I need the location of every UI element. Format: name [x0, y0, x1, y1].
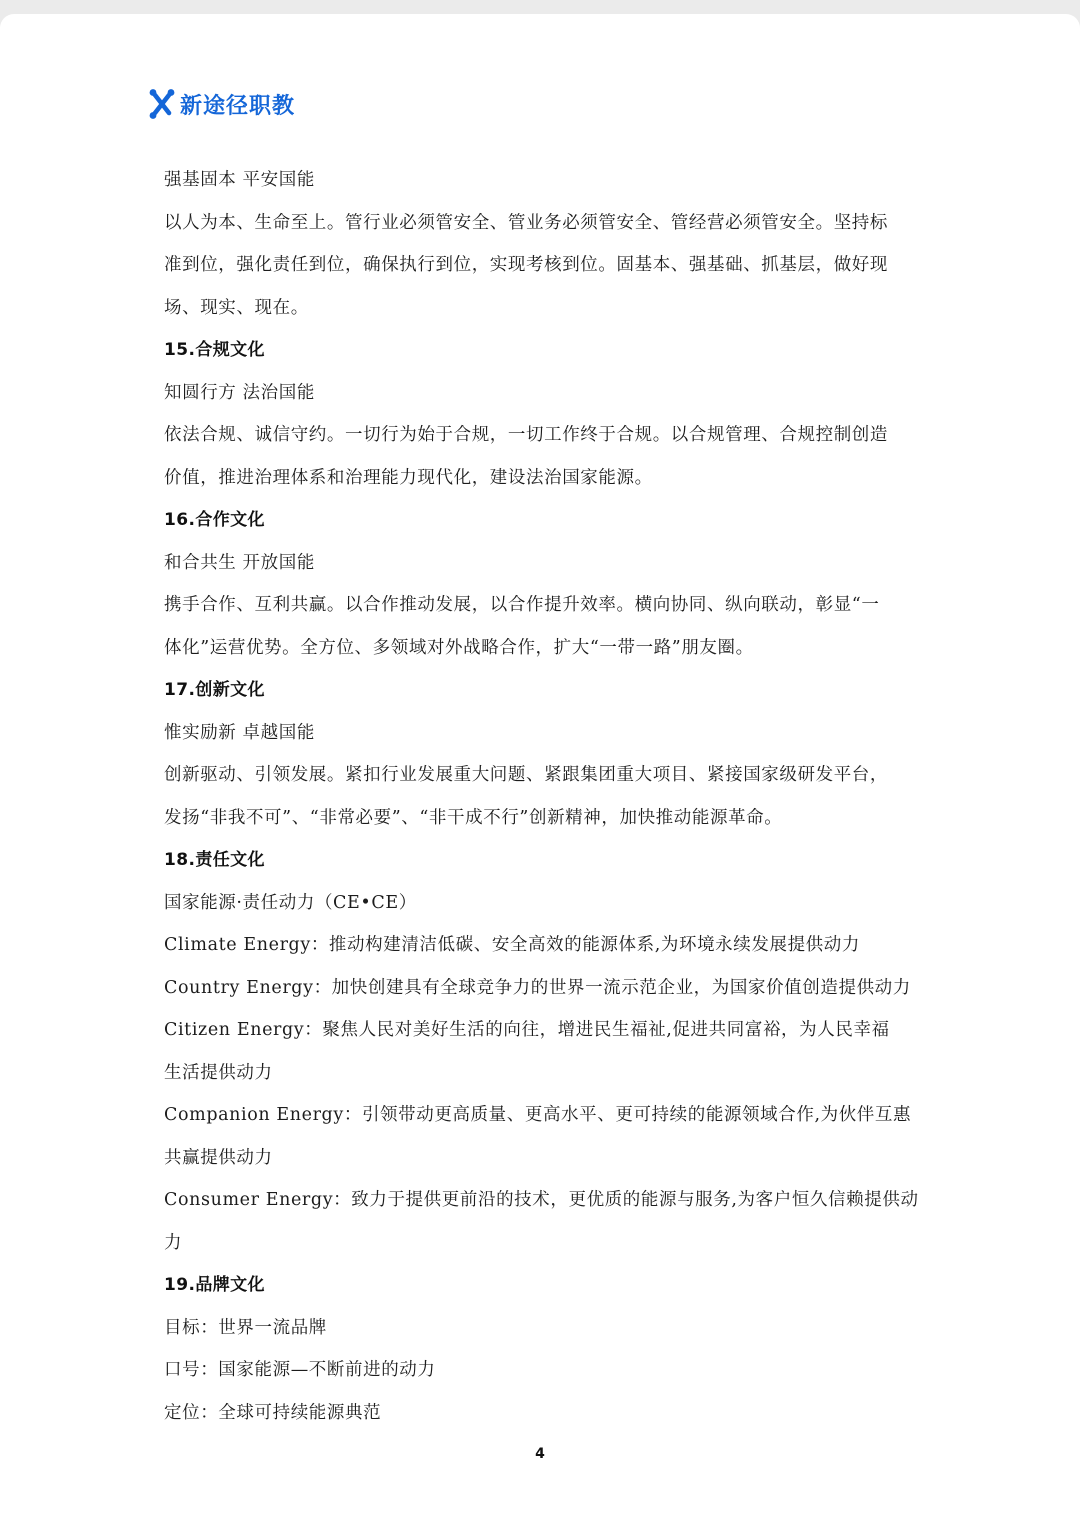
body-line: 知圆行方 法治国能 — [164, 382, 315, 403]
body-line: 场、现实、现在。 — [164, 297, 309, 318]
body-line: 准到位，强化责任到位，确保执行到位，实现考核到位。固基本、强基础、抓基层，做好现 — [164, 255, 888, 275]
body-line: 强基固本 平安国能 — [164, 170, 315, 190]
body-line: Citizen Energy：聚焦人民对美好生活的向往，增进民生福祉,促进共同富裕，为人民幸福 — [164, 1020, 890, 1040]
body-line: Companion Energy：引领带动更高质量、更高水平、更可持续的能源领域合作,为伙伴互惠 — [164, 1105, 912, 1125]
brand-name: 新途径职教 — [180, 93, 296, 119]
brand-logo — [148, 86, 295, 122]
section-heading: 18.责任文化 — [164, 850, 265, 870]
body-line: 和合共生 开放国能 — [164, 552, 315, 573]
document-page — [0, 14, 1080, 1530]
section-heading: 17.创新文化 — [164, 680, 265, 700]
body-line: 体化”运营优势。全方位、多领域对外战略合作，扩大“一带一路”朋友圈。 — [164, 637, 754, 658]
body-line: 国家能源·责任动力（CE•CE） — [164, 892, 417, 913]
section-heading: 19.品牌文化 — [164, 1275, 265, 1295]
body-line: 发扬“非我不可”、“非常必要”、“非干成不行”创新精神，加快推动能源革命。 — [164, 807, 783, 828]
body-line: 目标：世界一流品牌 — [164, 1317, 327, 1338]
section-heading: 15.合规文化 — [164, 340, 265, 360]
body-line: 以人为本、生命至上。管行业必须管安全、管业务必须管安全、管经营必须管安全。坚持标 — [164, 212, 888, 233]
body-line: Climate Energy：推动构建清洁低碳、安全高效的能源体系,为环境永续发展提供动力 — [164, 935, 860, 955]
document-body — [164, 159, 924, 1434]
body-line: 口号：国家能源—不断前进的动力 — [164, 1360, 436, 1380]
body-line: 惟实励新 卓越国能 — [164, 722, 315, 743]
body-line: Consumer Energy：致力于提供更前沿的技术，更优质的能源与服务,为客户恒久信赖提供动 — [164, 1190, 919, 1210]
body-line: 生活提供动力 — [164, 1062, 273, 1083]
body-line: 依法合规、诚信守约。一切行为始于合规，一切工作终于合规。以合规管理、合规控制创造 — [164, 425, 888, 445]
page-number: 4 — [535, 1446, 545, 1462]
body-line: 定位：全球可持续能源典范 — [164, 1402, 382, 1423]
body-line: 价值，推进治理体系和治理能力现代化，建设法治国家能源。 — [164, 467, 653, 488]
body-line: 创新驱动、引领发展。紧扣行业发展重大问题、紧跟集团重大项目、紧接国家级研发平台， — [164, 765, 888, 785]
body-line: Country Energy：加快创建具有全球竞争力的世界一流示范企业，为国家价值创造提供动力 — [164, 977, 911, 998]
section-heading: 16.合作文化 — [164, 510, 265, 530]
body-line: 携手合作、互利共赢。以合作推动发展，以合作提升效率。横向协同、纵向联动，彰显“一 — [164, 595, 880, 615]
body-line: 力 — [164, 1232, 183, 1253]
body-line: 共赢提供动力 — [164, 1147, 273, 1168]
brand-x-icon — [148, 88, 176, 120]
